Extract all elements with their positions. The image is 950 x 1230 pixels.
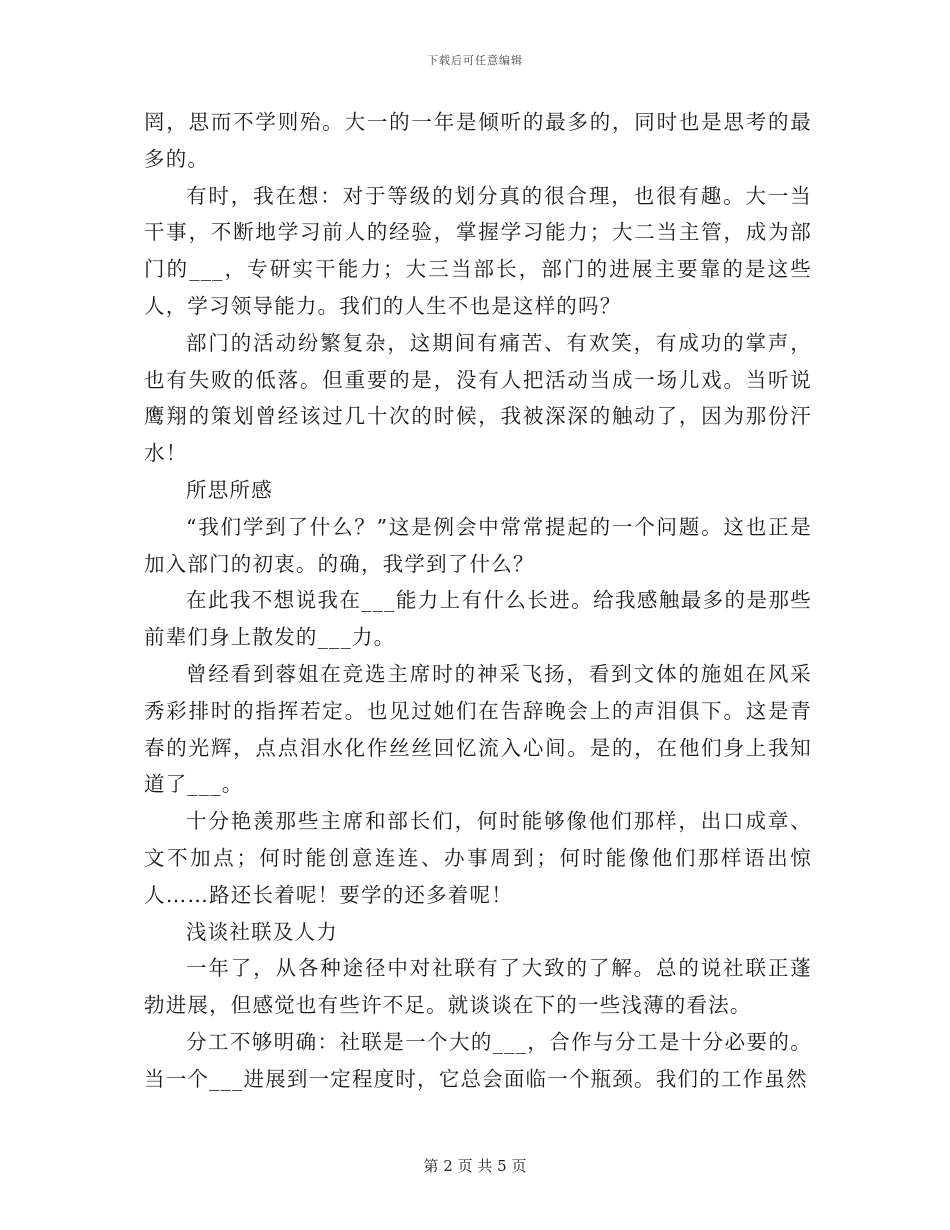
paragraph: “我们学到了什么？”这是例会中常常提起的一个问题。这也正是加入部门的初衷。的确，我学到了什么？ xyxy=(144,514,812,576)
paragraph: 有时，我在想：对于等级的划分真的很合理，也很有趣。大一当干事，不断地学习前人的经验，掌握学习能力；大二当主管，成为部门的___，专研实干能力；大三当部长，部门的进展主要靠的是这些人，学习领导能力。我们的人生不也是这样的吗？ xyxy=(144,183,812,318)
paragraph: 分工不够明确：社联是一个大的___，合作与分工是十分必要的。当一个___进展到一定程度时，它总会面临一个瓶颈。我们的工作虽然 xyxy=(144,1029,812,1091)
paragraph: 在此我不想说我在___能力上有什么长进。给我感触最多的是那些前辈们身上散发的___力。 xyxy=(144,588,812,650)
document-body xyxy=(144,104,812,1098)
section-heading: 所思所感 xyxy=(186,477,273,502)
page-number: 第 2 页 共 5 页 xyxy=(423,1157,527,1175)
paragraph: 十分艳羡那些主席和部长们，何时能够像他们那样，出口成章、文不加点；何时能创意连连、办事周到；何时能像他们那样语出惊人……路还长着呢！要学的还多着呢！ xyxy=(144,809,812,907)
page-header: 下载后可任意编辑 xyxy=(427,54,523,67)
paragraph: 部门的活动纷繁复杂，这期间有痛苦、有欢笑，有成功的掌声，也有失败的低落。但重要的是，没有人把活动当成一场儿戏。当听说鹰翔的策划曾经该过几十次的时候，我被深深的触动了，因为那份汗水！ xyxy=(144,330,812,466)
paragraph: 一年了，从各种途径中对社联有了大致的了解。总的说社联正蓬勃进展，但感觉也有些许不足。就谈谈在下的一些浅薄的看法。 xyxy=(144,956,812,1018)
section-heading: 浅谈社联及人力 xyxy=(186,919,338,944)
paragraph: 曾经看到蓉姐在竞选主席时的神采飞扬，看到文体的施姐在风采秀彩排时的指挥若定。也见过她们在告辞晚会上的声泪俱下。这是青春的光辉，点点泪水化作丝丝回忆流入心间。是的，在他们身上我知道了___。 xyxy=(144,661,812,797)
paragraph: 罔，思而不学则殆。大一的一年是倾听的最多的，同时也是思考的最多的。 xyxy=(144,110,812,171)
